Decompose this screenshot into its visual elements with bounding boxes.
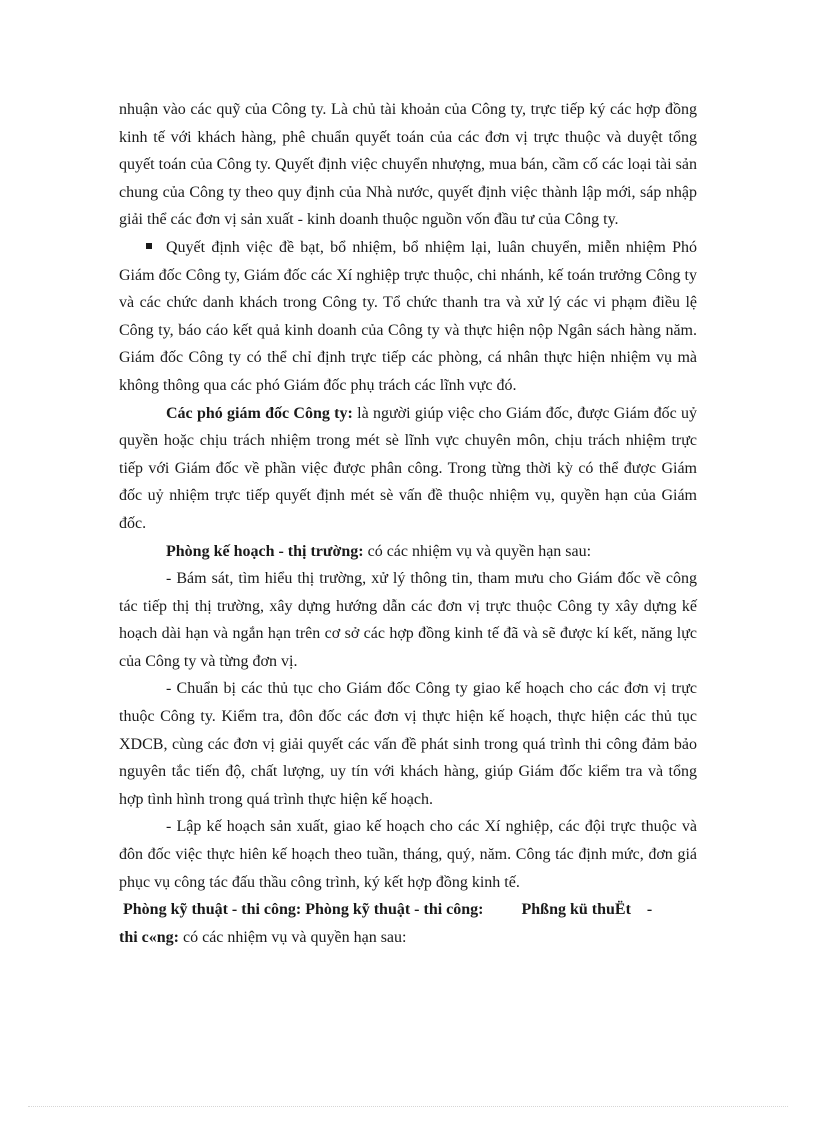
- deputy-directors-text: là người giúp việc cho Giám đốc, được Giám đốc uỷ quyền hoặc chịu trách nhiệm trong mét sè lĩnh vực chuyên môn, chịu trách nhiệm trực tiếp với Giám đốc về phần việc được phân công. Trong từng thời kỳ có thể được Giám đốc uỷ nhiệm trực tiếp quyết định mét sè vấn đề thuộc nhiệm vụ, quyền hạn của Giám đốc.: [119, 404, 697, 532]
- technical-text: có các nhiệm vụ và quyền hạn sau:: [179, 928, 407, 946]
- bullet-item-text: Quyết định việc đề bạt, bổ nhiệm, bổ nhiệm lại, luân chuyển, miễn nhiệm Phó Giám đốc Công ty, Giám đốc các Xí nghiệp trực thuộc, chi nhánh, kế toán trưởng Công ty và các chức danh khách trong Công ty. Tổ chức thanh tra và xử lý các vi phạm điều lệ Công ty, báo cáo kết quả kinh doanh của Công ty và thực hiện nộp Ngân sách hàng năm. Giám đốc Công ty có thể chỉ định trực tiếp các phòng, cá nhân thực hiện nhiệm vụ mà không thông qua các phó Giám đốc phụ trách các lĩnh vực đó.: [119, 238, 697, 394]
- technical-heading-c: thi c«ng:: [119, 928, 179, 946]
- planning-item-2: - Chuẩn bị các thủ tục cho Giám đốc Công ty giao kế hoạch cho các đơn vị trực thuộc Công ty. Kiểm tra, đôn đốc các đơn vị thực hiện kế hoạch, thực hiện các thủ tục XDCB, cùng các đơn vị giải quyết các vấn đề phát sinh trong quá trình thi công đảm bảo nguyên tắc tiến độ, chất lượng, uy tín với khách hàng, giúp Giám đốc kiểm tra và tổng hợp tình hình trong quá trình thực hiện kế hoạch.: [119, 680, 697, 808]
- page-bottom-divider: [28, 1106, 788, 1107]
- planning-item-1: - Bám sát, tìm hiểu thị trường, xử lý thông tin, tham mưu cho Giám đốc về công tác tiếp thị thị trường, xây dựng hướng dẫn các đơn vị trực thuộc Công ty xây dựng kế hoạch dài hạn và ngắn hạn trên cơ sở các hợp đồng kinh tế đã và sẽ được kí kết, năng lực của Công ty và từng đơn vị.: [119, 570, 697, 670]
- paragraph-planning-market: [119, 538, 697, 566]
- technical-heading-a: Phòng kỹ thuật - thi công: Phòng kỹ thuật - thi công:: [123, 901, 484, 919]
- deputy-directors-heading: Các phó giám đốc Công ty:: [166, 404, 353, 422]
- square-bullet-icon: [146, 243, 152, 249]
- planning-item-3: - Lập kế hoạch sản xuất, giao kế hoạch cho các Xí nghiệp, các đội trực thuộc và đôn đốc việc thực hiên kế hoạch theo tuần, tháng, quý, năm. Công tác định mức, đơn giá phục vụ công tác đấu thầu công trình, ký kết hợp đồng kinh tế.: [119, 818, 697, 891]
- technical-heading-dash: -: [646, 901, 653, 919]
- technical-heading-b: Phßng kü thuËt: [521, 901, 631, 919]
- paragraph-director-duties-continued: nhuận vào các quỹ của Công ty. Là chủ tài khoản của Công ty, trực tiếp ký các hợp đồng kinh tế với khách hàng, phê chuẩn quyết toán của các đơn vị trực thuộc và duyệt tổng quyết toán của Công ty. Quyết định việc chuyển nhượng, mua bán, cầm cố các loại tài sản chung của Công ty theo quy định của Nhà nước, quyết định việc thành lập mới, sáp nhập giải thể các đơn vị sản xuất - kinh doanh thuộc nguồn vốn đầu tư của Công ty.: [119, 101, 697, 229]
- body-text: [119, 96, 697, 951]
- planning-market-text: có các nhiệm vụ và quyền hạn sau:: [363, 542, 592, 560]
- bullet-item-appointments: [119, 234, 697, 400]
- paragraph-deputy-directors: [119, 400, 697, 538]
- paragraph-technical-construction: [119, 896, 697, 951]
- planning-market-heading: Phòng kế hoạch - thị trường:: [166, 542, 364, 560]
